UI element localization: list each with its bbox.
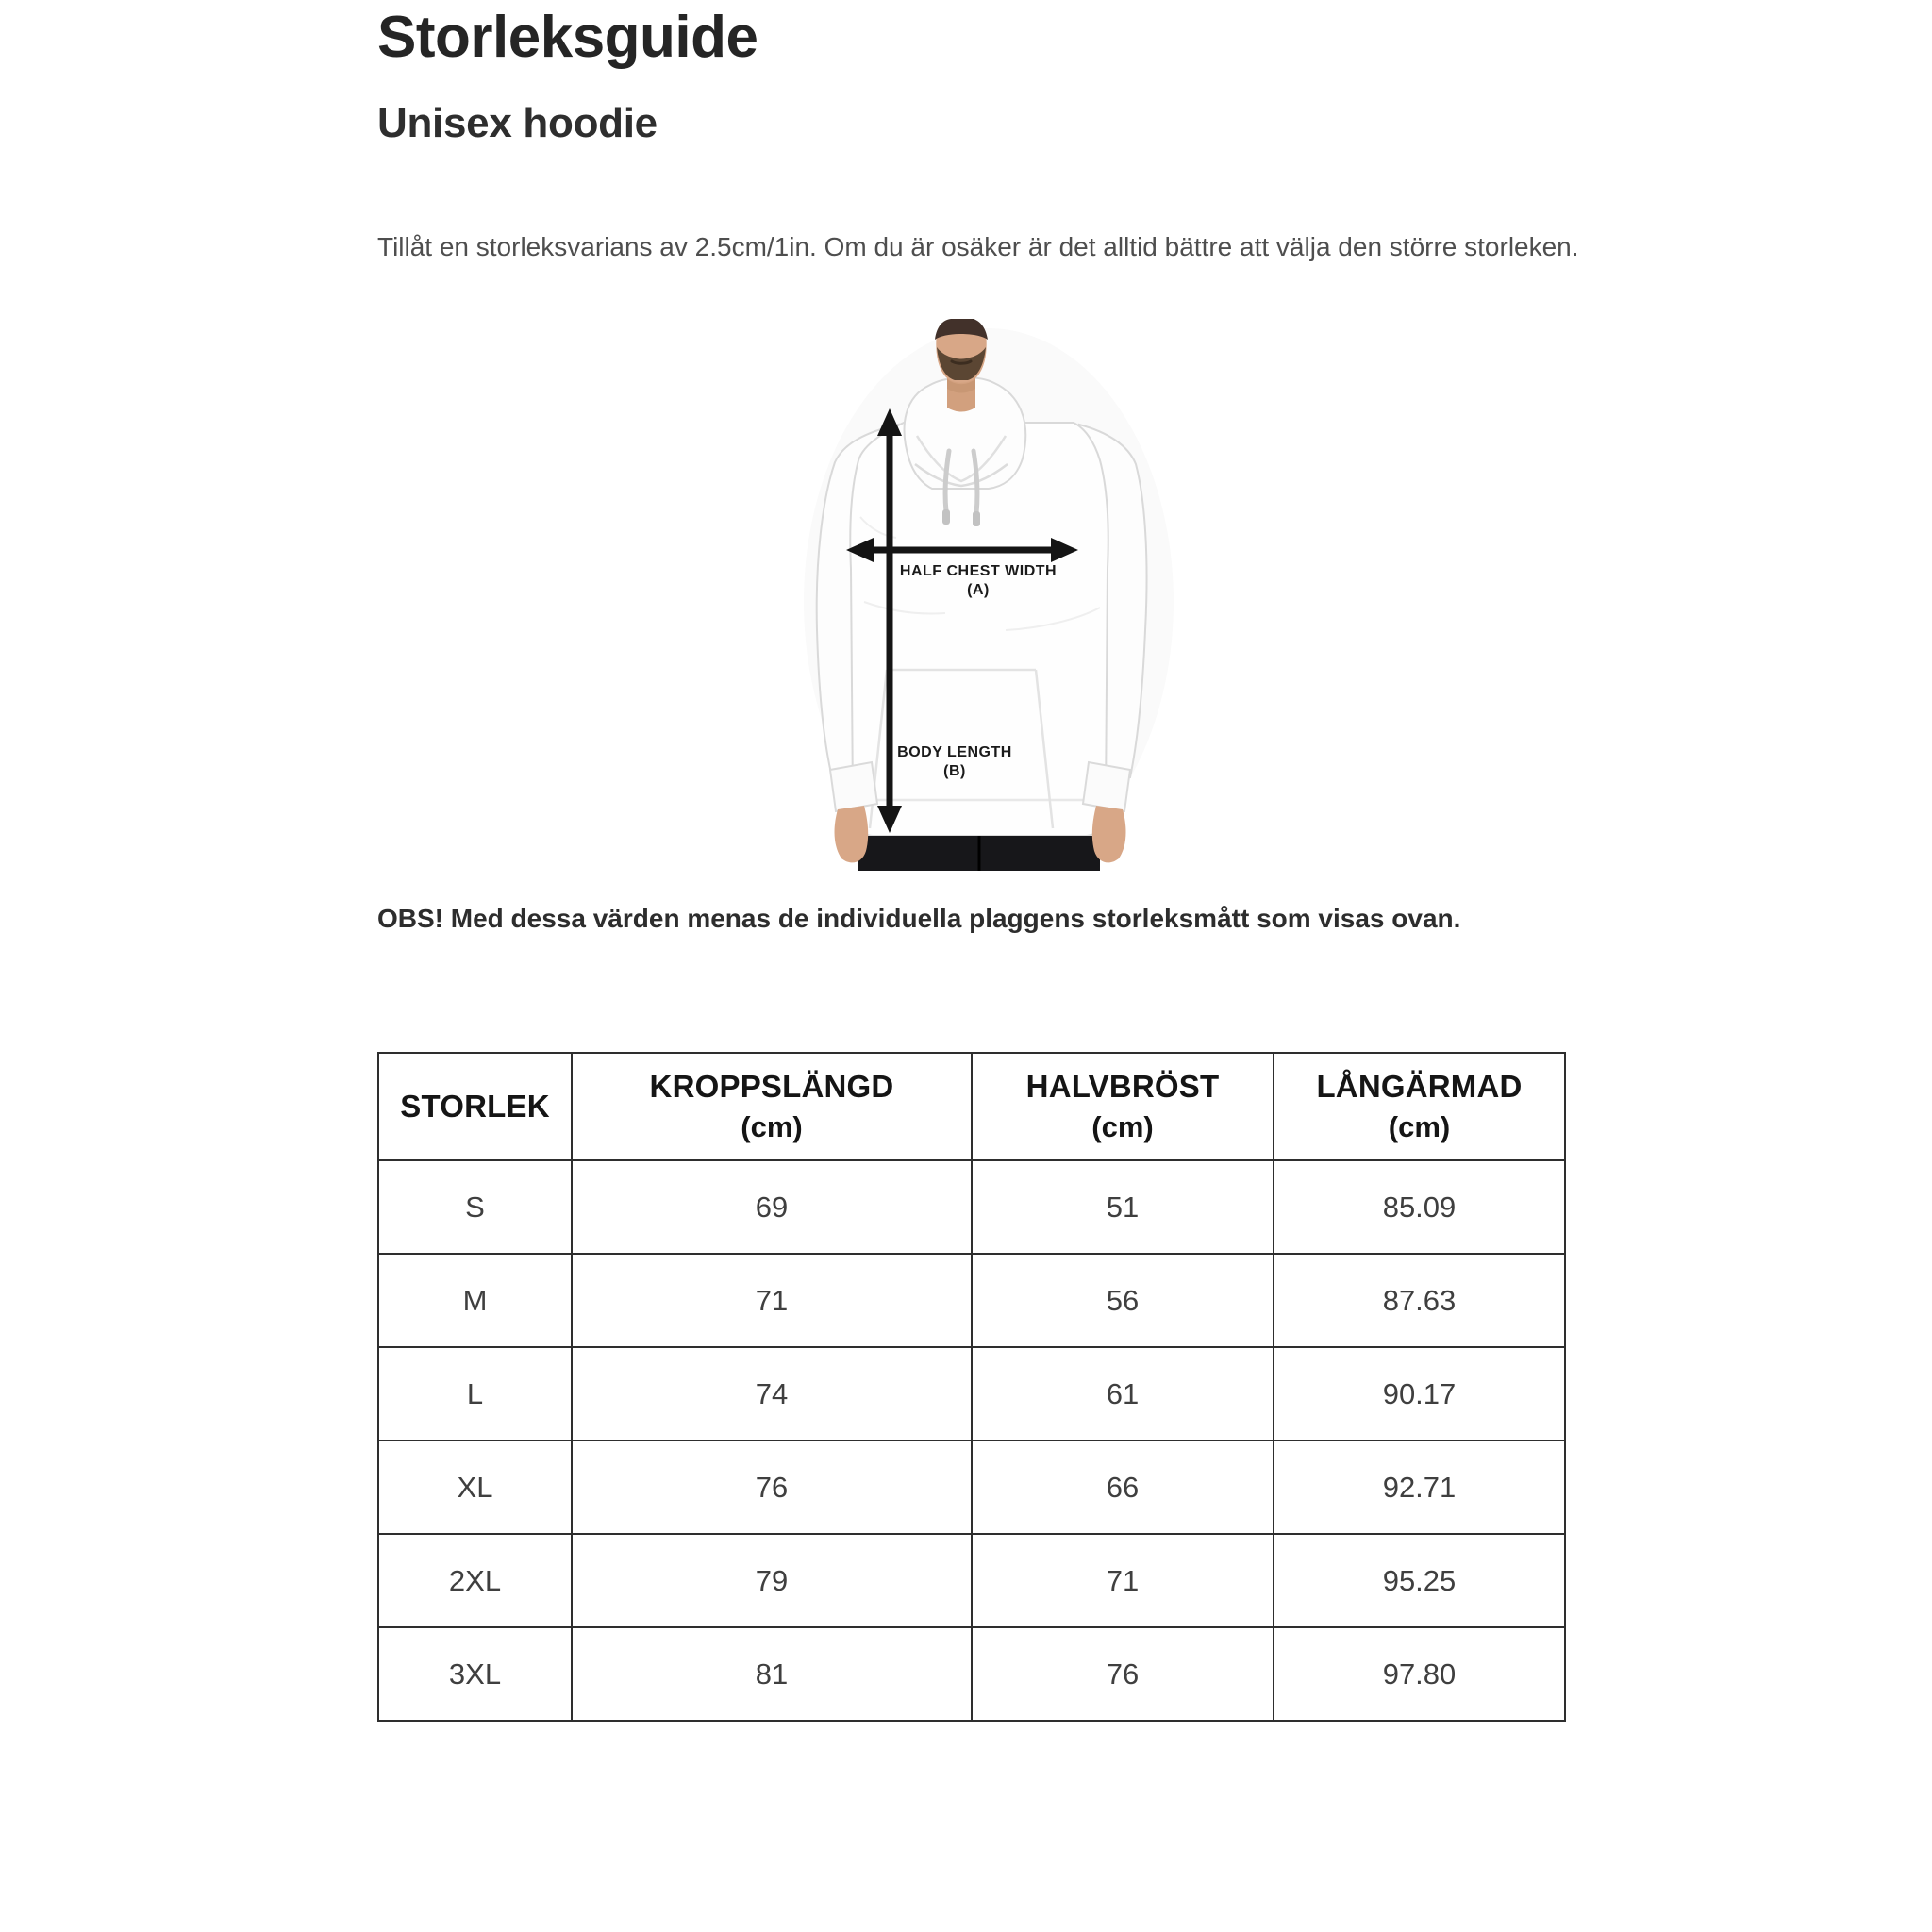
table-row-xl	[378, 1441, 1565, 1534]
table-row-s	[378, 1160, 1565, 1254]
cell-half-chest: 56	[972, 1254, 1274, 1347]
left-hand	[835, 806, 869, 862]
size-table-header-row	[378, 1053, 1565, 1160]
column-header-halvbrost: HALVBRÖST (cm)	[972, 1053, 1274, 1160]
cell-body-length: 74	[572, 1347, 972, 1441]
column-header-langarmad: LÅNGÄRMAD (cm)	[1274, 1053, 1565, 1160]
size-table	[377, 1052, 1566, 1722]
cell-half-chest: 71	[972, 1534, 1274, 1627]
column-header-storlek: STORLEK	[378, 1053, 572, 1160]
cell-half-chest: 76	[972, 1627, 1274, 1721]
cell-half-chest: 51	[972, 1160, 1274, 1254]
hoodie-measurement-illustration	[804, 319, 1195, 871]
cell-body-length: 71	[572, 1254, 972, 1347]
table-row-2xl	[378, 1534, 1565, 1627]
column-header-kroppslangd: KROPPSLÄNGD (cm)	[572, 1053, 972, 1160]
cell-sleeve: 97.80	[1274, 1627, 1565, 1721]
cell-body-length: 76	[572, 1441, 972, 1534]
cell-size: S	[378, 1160, 572, 1254]
cell-body-length: 79	[572, 1534, 972, 1627]
cell-sleeve: 87.63	[1274, 1254, 1565, 1347]
table-row-l	[378, 1347, 1565, 1441]
body-length-label: BODY LENGTH	[897, 744, 1012, 760]
cell-sleeve: 85.09	[1274, 1160, 1565, 1254]
hoodie-measurement-figure	[804, 319, 1195, 871]
product-subtitle: Unisex hoodie	[377, 100, 658, 146]
cell-size: L	[378, 1347, 572, 1441]
half-chest-key-label: (A)	[967, 582, 990, 598]
cell-body-length: 69	[572, 1160, 972, 1254]
size-variance-text: Tillåt en storleksvarians av 2.5cm/1in. Om du är osäker är det alltid bättre att välja den större storleken.	[377, 232, 1579, 261]
cell-size: M	[378, 1254, 572, 1347]
right-hand	[1092, 806, 1126, 862]
cell-sleeve: 92.71	[1274, 1441, 1565, 1534]
cell-half-chest: 66	[972, 1441, 1274, 1534]
table-row-m	[378, 1254, 1565, 1347]
cell-sleeve: 90.17	[1274, 1347, 1565, 1441]
cell-size: XL	[378, 1441, 572, 1534]
cell-body-length: 81	[572, 1627, 972, 1721]
table-row-3xl	[378, 1627, 1565, 1721]
body-length-key-label: (B)	[943, 763, 966, 779]
cell-size: 2XL	[378, 1534, 572, 1627]
cell-size: 3XL	[378, 1627, 572, 1721]
cell-sleeve: 95.25	[1274, 1534, 1565, 1627]
half-chest-width-label: HALF CHEST WIDTH	[899, 563, 1058, 579]
cell-half-chest: 61	[972, 1347, 1274, 1441]
measurement-note: OBS! Med dessa värden menas de individuella plaggens storleksmått som visas ovan.	[377, 904, 1461, 933]
page-title: Storleksguide	[377, 5, 758, 70]
